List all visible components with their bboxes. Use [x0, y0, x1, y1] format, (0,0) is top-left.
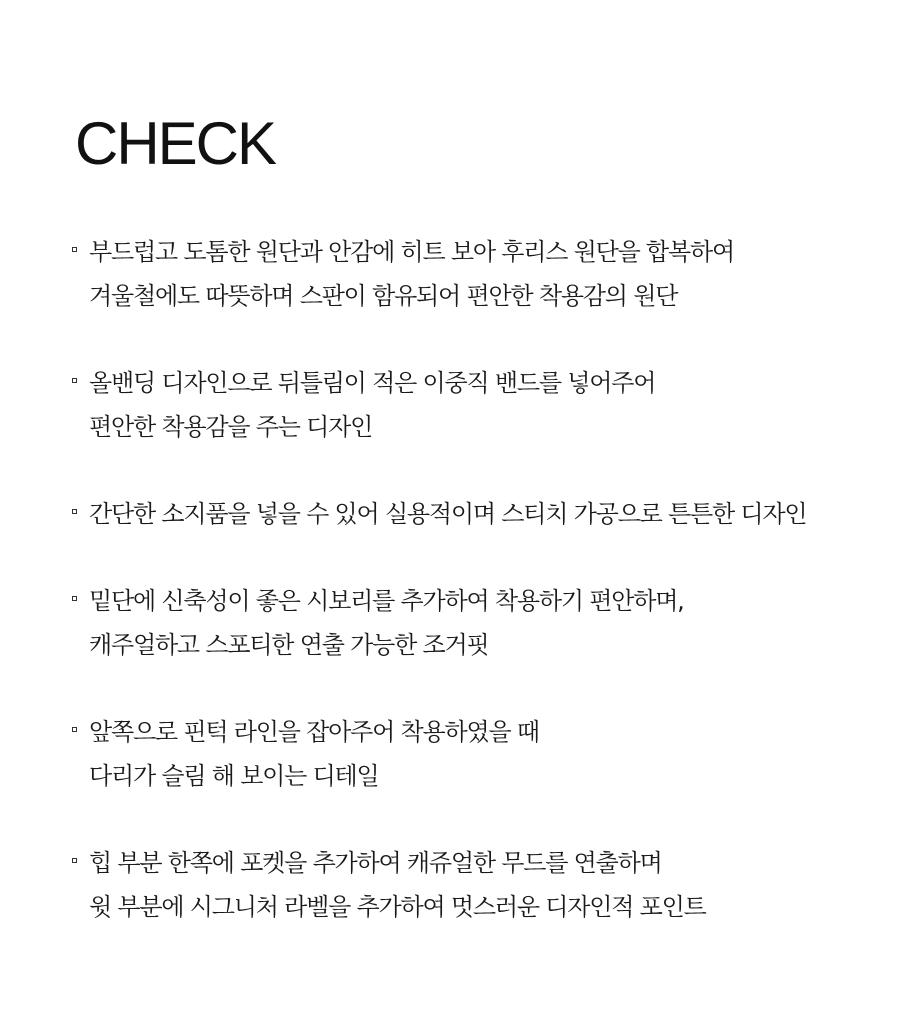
- check-list: [72, 230, 872, 972]
- check-item-line: 힙 부분 한쪽에 포켓을 추가하여 캐쥬얼한 무드를 연출하며: [89, 849, 662, 877]
- check-item-line: 앞쪽으로 핀턱 라인을 잡아주어 착용하였을 때: [89, 718, 539, 746]
- check-item-line: 캐주얼하고 스포티한 연출 가능한 조거핏: [89, 631, 489, 659]
- check-item: [72, 361, 872, 449]
- check-item-line: 밑단에 신축성이 좋은 시보리를 추가하여 착용하기 편안하며,: [89, 587, 684, 615]
- square-bullet-icon: [72, 378, 77, 383]
- page-title: CHECK: [75, 110, 276, 177]
- check-item: [72, 841, 872, 929]
- square-bullet-icon: [72, 858, 77, 863]
- check-item-line: 겨울철에도 따뜻하며 스판이 함유되어 편안한 착용감의 원단: [89, 282, 678, 310]
- check-item: [72, 579, 872, 667]
- check-item-line: 윗 부분에 시그니처 라벨을 추가하여 멋스러운 디자인적 포인트: [89, 893, 706, 921]
- square-bullet-icon: [72, 247, 77, 252]
- check-item-line: 올밴딩 디자인으로 뒤틀림이 적은 이중직 밴드를 넣어주어: [89, 369, 656, 397]
- check-item-line: 간단한 소지품을 넣을 수 있어 실용적이며 스티치 가공으로 튼튼한 디자인: [89, 500, 807, 528]
- check-item-line: 다리가 슬림 해 보이는 디테일: [89, 762, 379, 790]
- check-item-line: 부드럽고 도톰한 원단과 안감에 히트 보아 후리스 원단을 합복하여: [89, 238, 734, 266]
- square-bullet-icon: [72, 596, 77, 601]
- check-item: [72, 492, 872, 536]
- check-item: [72, 710, 872, 798]
- square-bullet-icon: [72, 509, 77, 514]
- check-item-line: 편안한 착용감을 주는 디자인: [89, 413, 373, 441]
- square-bullet-icon: [72, 727, 77, 732]
- check-item: [72, 230, 872, 318]
